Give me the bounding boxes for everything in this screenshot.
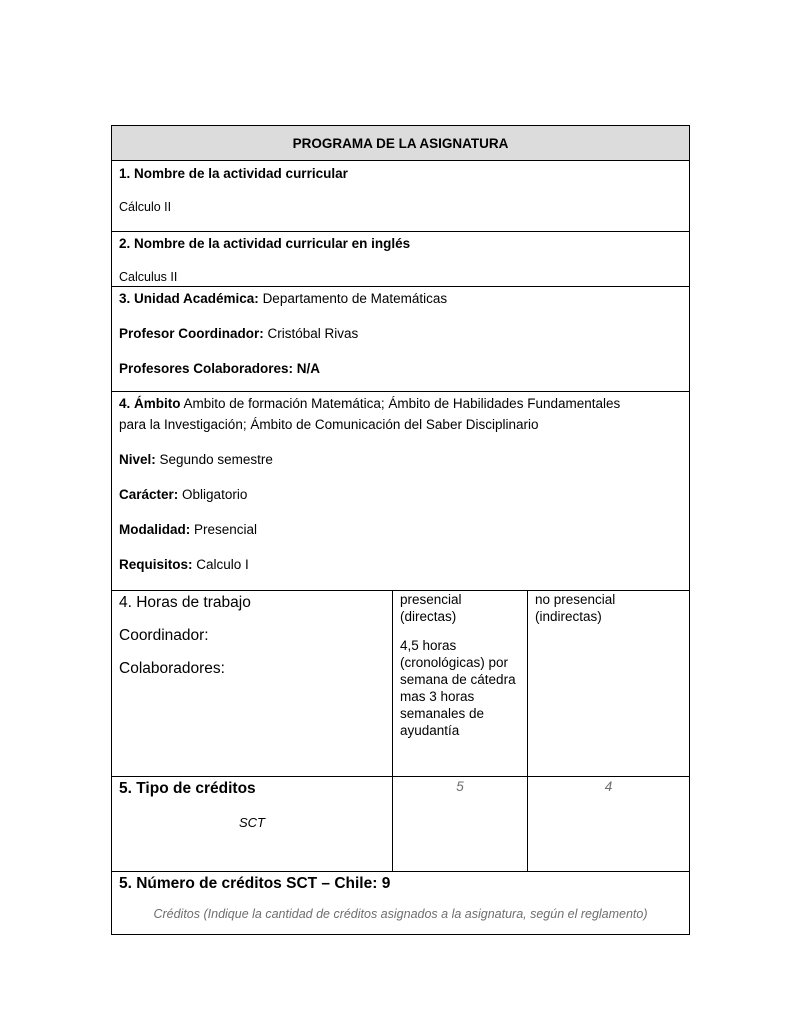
ambito-value-2: para la Investigación; Ámbito de Comunicación del Saber Disciplinario: [119, 417, 539, 432]
no-presencial-header: no presencial (indirectas): [535, 592, 616, 624]
course-english-name-value: Calculus II: [119, 270, 178, 284]
colaboradores-line: Profesores Colaboradores: N/A: [119, 361, 321, 376]
modalidad-value: Presencial: [194, 522, 258, 537]
presencial-hours-2: (cronológicas) por: [400, 655, 509, 670]
course-name-value: Cálculo II: [119, 200, 172, 214]
creditos-type: SCT: [239, 815, 265, 830]
nivel-line: [119, 451, 682, 468]
creditos-title: 5. Tipo de créditos: [119, 780, 256, 797]
section-ambito-row: [112, 392, 690, 591]
caracter-label: Carácter:: [119, 487, 179, 502]
presencial-hours-6: ayudantía: [400, 723, 460, 738]
caracter-line: [119, 486, 682, 503]
requisitos-line: [119, 556, 682, 573]
coordinador-line: [119, 325, 682, 342]
creditos-no-presencial-value: 4: [604, 779, 613, 794]
ambito-value-1: Ambito de formación Matemática; Ámbito de Habilidades Fundamentales: [183, 396, 621, 411]
requisitos-value: Calculo I: [196, 557, 249, 572]
ambito-label: 4. Ámbito: [119, 396, 181, 411]
presencial-header: presencial (directas): [400, 592, 462, 624]
horas-coordinador: Coordinador:: [119, 627, 209, 644]
table-title: PROGRAMA DE LA ASIGNATURA: [112, 126, 690, 161]
creditos-presencial-value: 5: [456, 779, 464, 794]
course-name-label: 1. Nombre de la actividad curricular: [119, 166, 348, 181]
caracter-value: Obligatorio: [182, 487, 248, 502]
numero-creditos-row: [112, 872, 690, 935]
modalidad-label: Modalidad:: [119, 522, 191, 537]
nivel-label: Nivel:: [119, 452, 156, 467]
horas-title: 4. Horas de trabajo: [119, 594, 251, 611]
nivel-value: Segundo semestre: [159, 452, 273, 467]
presencial-hours-3: semana de cátedra: [400, 672, 516, 687]
numero-creditos-note: Créditos (Indique la cantidad de créditos asignados a la asignatura, según el reglamento): [153, 907, 648, 921]
presencial-hours-4: mas 3 horas: [400, 689, 475, 704]
presencial-hours-1: 4,5 horas: [400, 638, 457, 653]
presencial-hours-5: semanales de: [400, 706, 485, 721]
header-row: [112, 126, 690, 161]
unidad-value: Departamento de Matemáticas: [262, 291, 448, 306]
course-english-name-label: 2. Nombre de la actividad curricular en inglés: [119, 236, 411, 251]
section-name-row: [112, 161, 690, 232]
modalidad-line: [119, 521, 682, 538]
section-english-name-row: [112, 232, 690, 287]
coordinador-label: Profesor Coordinador:: [119, 326, 264, 341]
coordinador-value: Cristóbal Rivas: [267, 326, 359, 341]
unidad-line: [119, 290, 682, 307]
creditos-row: [112, 777, 690, 872]
ambito-line1: [119, 395, 682, 412]
numero-creditos-title: 5. Número de créditos SCT – Chile: 9: [119, 875, 391, 892]
unidad-label: 3. Unidad Académica:: [119, 291, 259, 306]
requisitos-label: Requisitos:: [119, 557, 193, 572]
horas-row: [112, 591, 690, 777]
horas-colaboradores: Colaboradores:: [119, 660, 225, 677]
section-unidad-row: [112, 287, 690, 392]
program-table: [111, 125, 690, 935]
